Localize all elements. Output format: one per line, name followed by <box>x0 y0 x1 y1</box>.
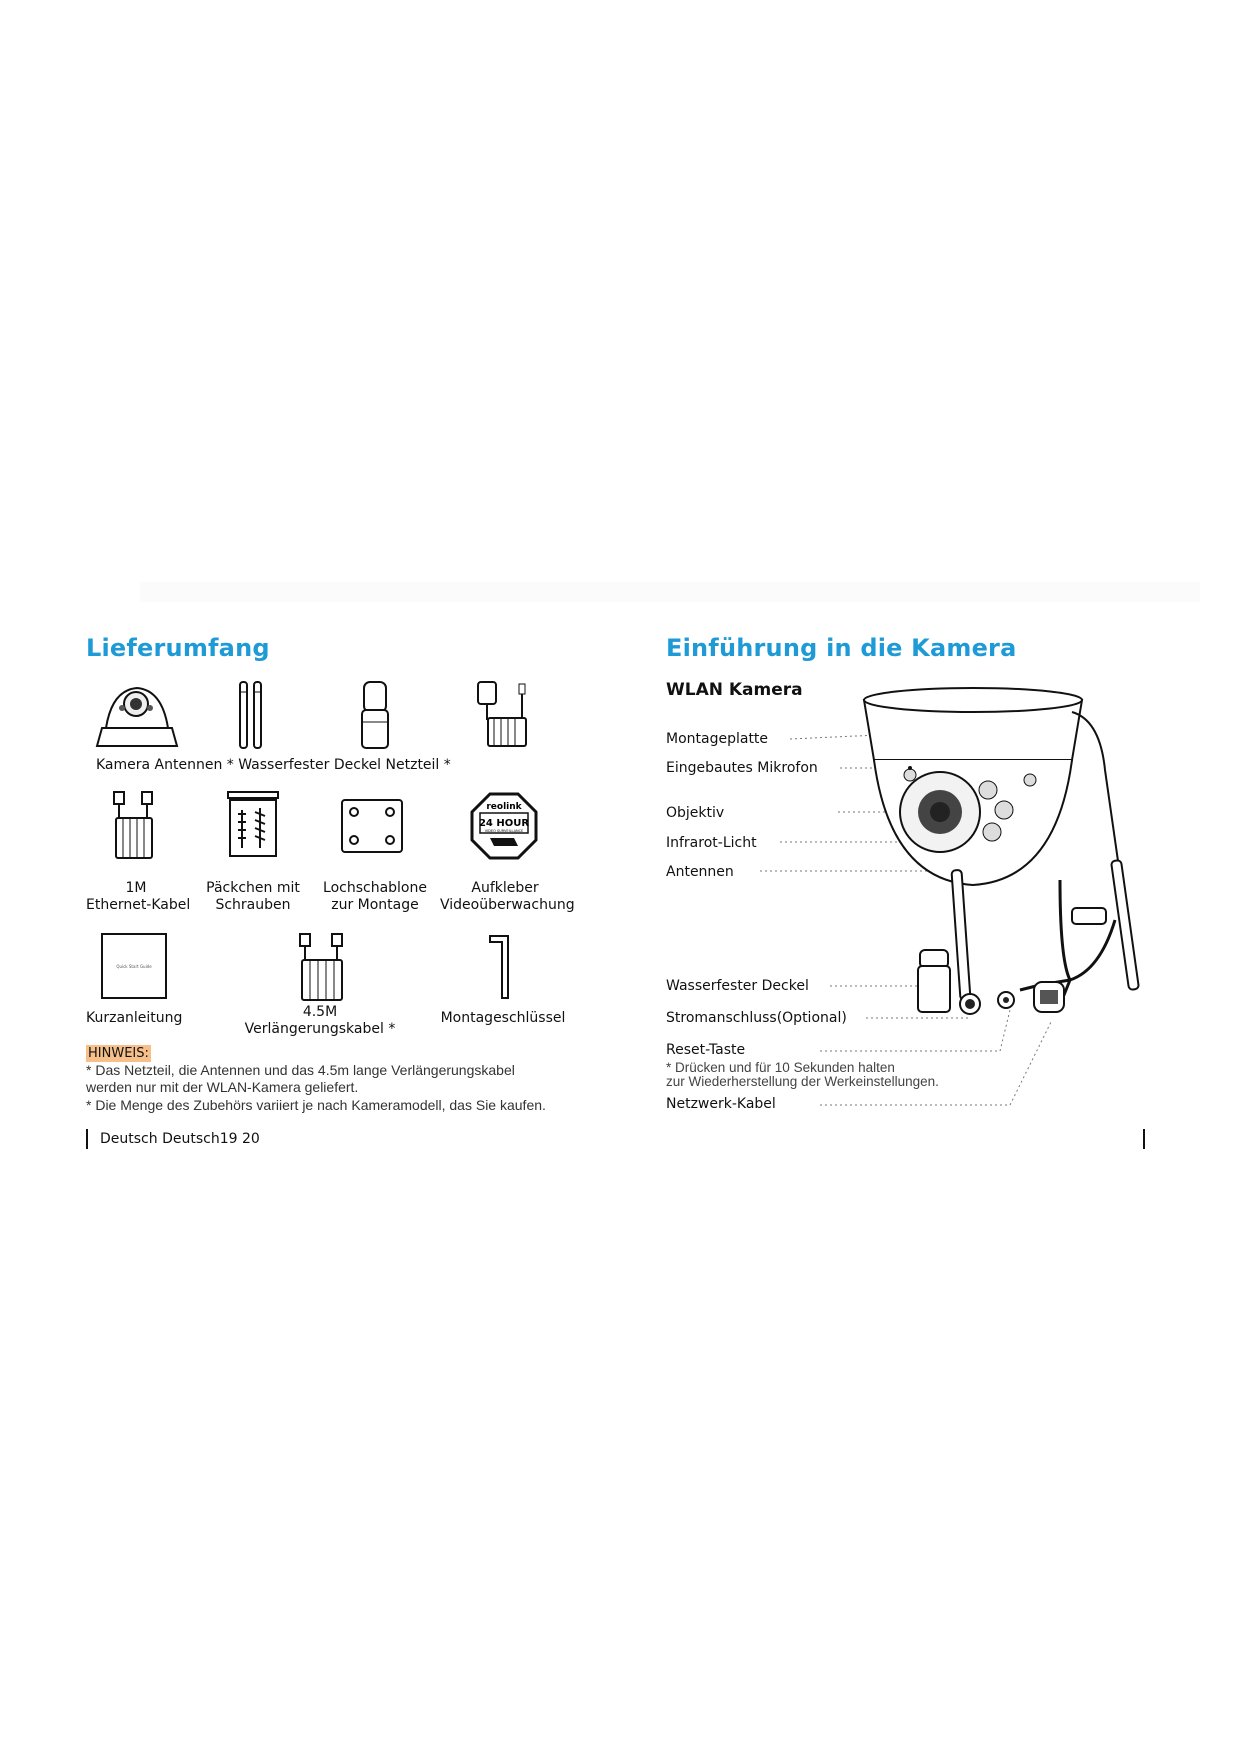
note-line-1: * Das Netzteil, die Antennen und das 4.5m lange Verlängerungskabel <box>86 1062 515 1078</box>
note-title: HINWEIS: <box>88 1046 149 1061</box>
reset-hint: * Drücken und für 10 Sekunden halten zur Wiederherstellung der Werkeinstellungen. <box>666 1060 939 1089</box>
callout-infrarot: Infrarot-Licht <box>666 835 757 851</box>
footer-bar-right <box>1143 1129 1145 1149</box>
footer-bar-left <box>86 1129 88 1149</box>
callout-stromanschluss: Stromanschluss(Optional) <box>666 1010 847 1026</box>
surveillance-sticker-icon <box>470 792 538 860</box>
dome-camera-icon <box>92 680 182 752</box>
subtitle-wlan-kamera: WLAN Kamera <box>666 680 803 700</box>
hex-key-icon <box>486 932 522 1002</box>
sticker-line1: 24 HOUR <box>478 818 530 829</box>
item-hexkey-label: Montageschlüssel <box>440 1010 566 1026</box>
callout-objektiv: Objektiv <box>666 805 725 821</box>
waterproof-cover-icon <box>358 680 392 750</box>
callout-deckel: Wasserfester Deckel <box>666 978 809 994</box>
camera-diagram <box>760 680 1150 1125</box>
item-guide-label: Kurzanleitung <box>86 1010 183 1026</box>
screw-pack-icon <box>226 790 280 860</box>
callout-montageplatte: Montageplatte <box>666 731 769 747</box>
item-ethernet-label: 1M Ethernet-Kabel <box>86 880 191 913</box>
callout-mikrofon: Eingebautes Mikrofon <box>666 760 818 776</box>
sticker-line2: VIDEO SURVEILLANCE <box>484 829 524 833</box>
quick-guide-icon <box>100 932 168 1000</box>
callout-antennen: Antennen <box>666 864 734 880</box>
section-title-einfuehrung: Einführung in die Kamera <box>666 634 1017 662</box>
sticker-brand: reolink <box>486 802 522 812</box>
item-sticker-label: Aufkleber Videoüberwachung <box>440 880 575 913</box>
drill-template-icon <box>340 798 404 854</box>
item-screws-label: Päckchen mit Schrauben <box>206 880 300 913</box>
power-adapter-icon <box>470 680 532 752</box>
antennas-icon <box>236 680 266 750</box>
note-line-2: werden nur mit der WLAN-Kamera geliefert. <box>86 1079 359 1095</box>
section-title-lieferumfang: Lieferumfang <box>86 634 270 662</box>
item-extension-label: 4.5M Verlängerungskabel * <box>244 1004 396 1037</box>
callout-netzwerk: Netzwerk-Kabel <box>666 1096 776 1112</box>
page-band <box>140 582 1200 602</box>
callout-reset: Reset-Taste <box>666 1042 746 1058</box>
note-line-3: * Die Menge des Zubehörs variiert je nach Kameramodell, das Sie kaufen. <box>86 1097 546 1113</box>
ethernet-cable-icon <box>110 790 158 862</box>
page-footer: Deutsch Deutsch19 20 <box>100 1131 260 1147</box>
extension-cable-icon <box>296 932 348 1004</box>
row1-label: Kamera Antennen * Wasserfester Deckel Netzteil * <box>96 757 451 773</box>
item-template-label: Lochschablone zur Montage <box>323 880 427 913</box>
guide-text: Quick Start Guide <box>116 964 152 969</box>
